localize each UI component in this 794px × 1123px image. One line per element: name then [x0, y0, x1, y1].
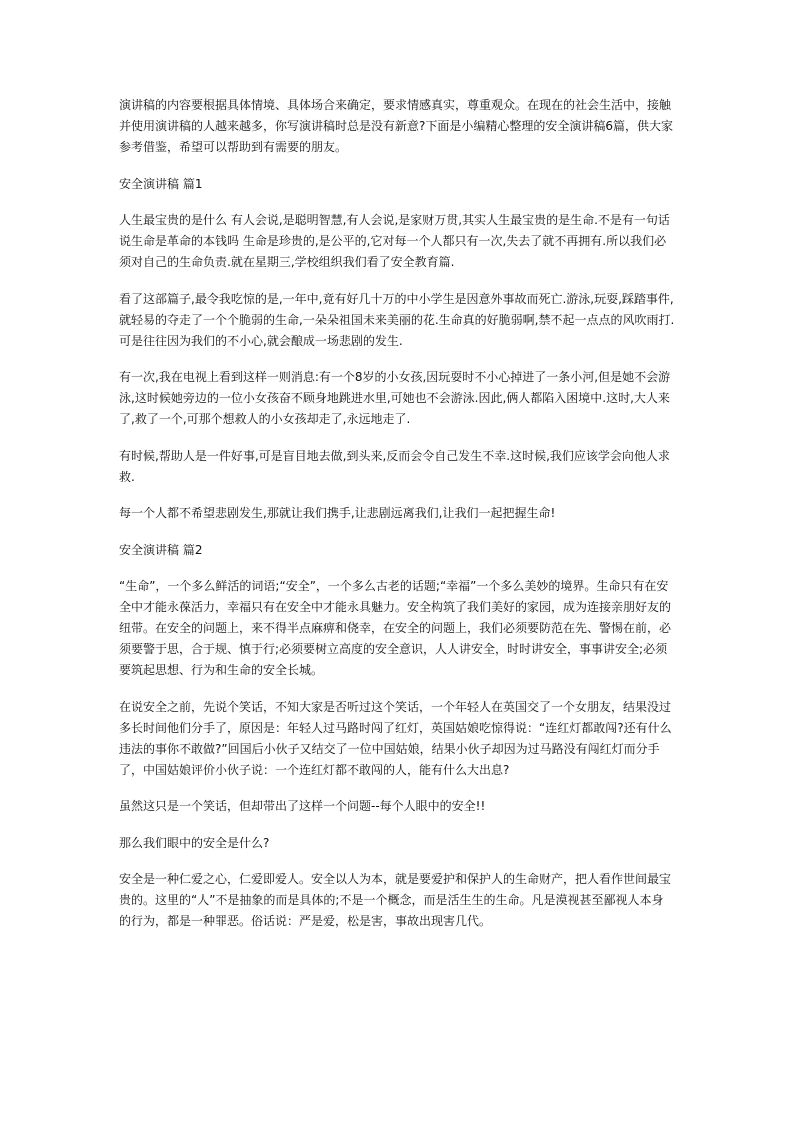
- body-paragraph: 每一个人都不希望悲剧发生,那就让我们携手,让悲剧远离我们,让我们一起把握生命!: [119, 506, 556, 520]
- section-heading-text: 安全演讲稿 篇2: [119, 542, 203, 557]
- body-paragraph: 安全是一种仁爱之心，仁爱即爱人。安全以人为本，就是要爱护和保护人的生命财产，把人看作世间最宝贵的。这里的“人”不是抽象的而是具体的;不是一个概念，而是活生生的生命。凡是漠视甚至鄙视人本身的行为，都是一种罪恶。俗话说：严是爱，松是害，事故出现害几代。: [119, 872, 672, 928]
- section-1: [119, 174, 675, 525]
- section-heading: [119, 174, 675, 195]
- document-page: [119, 95, 675, 948]
- body-paragraph: 在说安全之前，先说个笑话，不知大家是否听过这个笑话，一个年轻人在英国交了一个女朋友，结果没过多长时间他们分手了，原因是：年轻人过马路时闯了红灯，英国姑娘吃惊得说：“连红灯都敢闯?还有什么违法的事你不敢做?”回国后小伙子又结交了一位中国姑娘，结果小伙子却因为过马路没有闯红灯而分手了，中国姑娘评价小伙子说：一个连红灯都不敢闯的人，能有什么大出息?: [119, 699, 672, 777]
- section-heading: [119, 540, 675, 561]
- section-2: [119, 540, 675, 933]
- body-paragraph: “生命”，一个多么鲜活的词语;“安全”，一个多么古老的话题;“幸福”一个多么美妙的境界。生命只有在安全中才能永葆活力，幸福只有在安全中才能永具魅力。安全构筑了我们美好的家园，成为连接亲朋好友的纽带。在安全的问题上，来不得半点麻痹和侥幸，在安全的问题上，我们必须要防范在先、警惕在前，必须要警于思，合于规、慎于行;必须要树立高度的安全意识，人人讲安全，时时讲安全，事事讲安全;必须要筑起思想、行为和生命的安全长城。: [119, 579, 672, 677]
- body-paragraph: 那么我们眼中的安全是什么?: [119, 835, 270, 850]
- body-paragraph: 虽然这只是一个笑话，但却带出了这样一个问题--每个人眼中的安全!!: [119, 799, 486, 813]
- body-paragraph: 看了这部篇子,最令我吃惊的是,一年中,竟有好几十万的中小学生是因意外事故而死亡.游泳,玩耍,踩踏事件,就轻易的夺走了一个个脆弱的生命,一朵朵祖国未来美丽的花.生命真的好脆弱啊,禁不起一点点的风吹雨打.可是往往因为我们的不小心,就会酿成一场悲剧的发生.: [119, 291, 675, 348]
- intro-paragraph: 演讲稿的内容要根据具体情境、具体场合来确定，要求情感真实，尊重观众。在现在的社会生活中，接触并使用演讲稿的人越来越多，你写演讲稿时总是没有新意?下面是小编精心整理的安全演讲稿6篇，供大家参考借鉴，希望可以帮助到有需要的朋友。: [119, 98, 674, 154]
- body-paragraph: 人生最宝贵的是什么 有人会说,是聪明智慧,有人会说,是家财万贯,其实人生最宝贵的是生命.不是有一句话说生命是革命的本钱吗 生命是珍贵的,是公平的,它对每一个人都只有一次,失去了就不再拥有.所以我们必须对自己的生命负责.就在星期三,学校组织我们看了安全教育篇.: [119, 213, 670, 269]
- section-heading-text: 安全演讲稿 篇1: [119, 176, 203, 191]
- body-paragraph: 有时候,帮助人是一件好事,可是盲目地去做,到头来,反而会令自己发生不幸.这时候,我们应该学会向他人求救.: [119, 448, 670, 484]
- body-paragraph: 有一次,我在电视上看到这样一则消息:有一个8岁的小女孩,因玩耍时不小心掉进了一条小河,但是她不会游泳,这时候她旁边的一位小女孩奋不顾身地跳进水里,可她也不会游泳.因此,俩人都陷入困境中.这时,大人来了,救了一个,可那个想救人的小女孩却走了,永远地走了.: [119, 370, 671, 426]
